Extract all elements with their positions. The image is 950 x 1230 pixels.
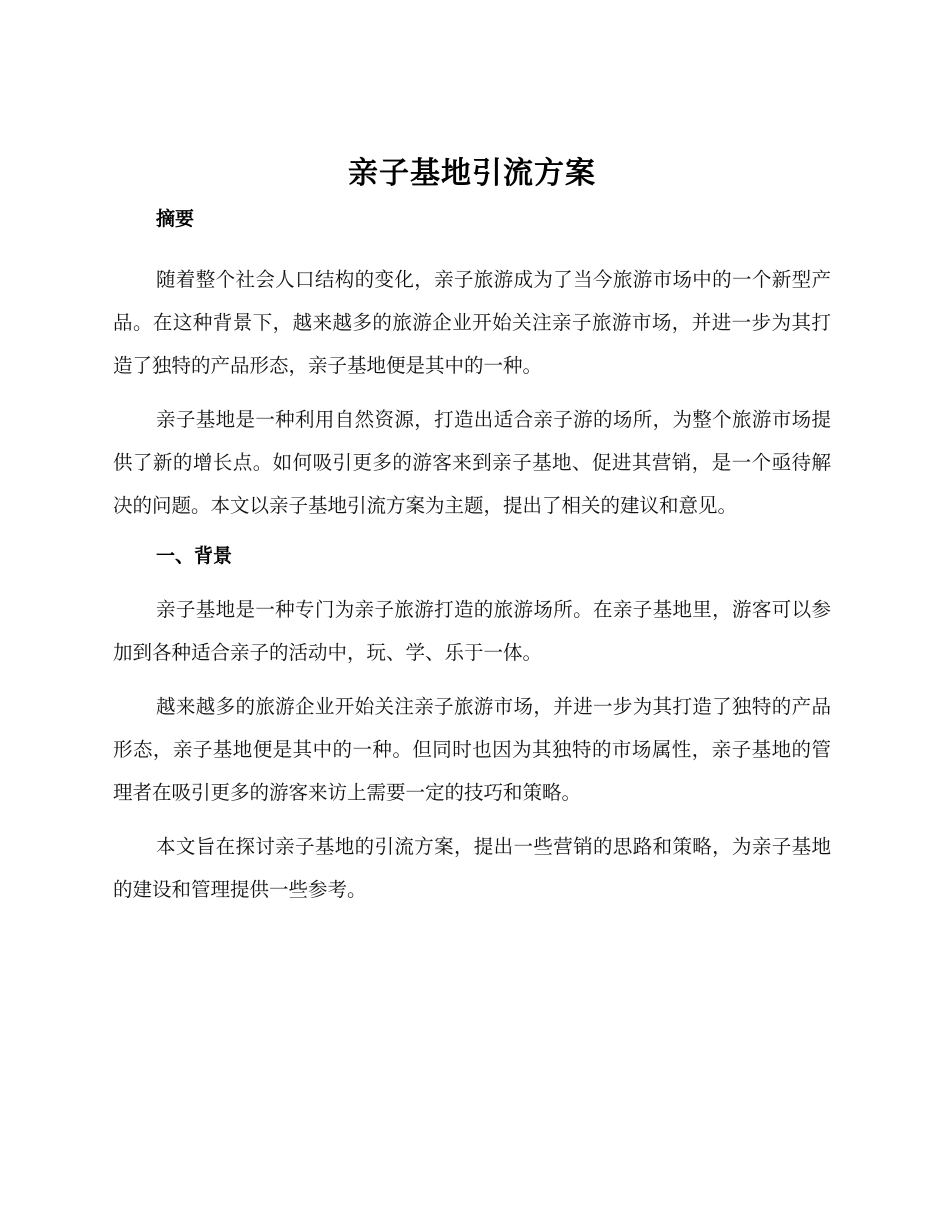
abstract-heading: 摘要 (156, 208, 195, 230)
background-paragraph-3: 本文旨在探讨亲子基地的引流方案，提出一些营销的思路和策略，为亲子基地的建设和管理提供一些参考。 (113, 835, 831, 901)
document-title: 亲子基地引流方案 (348, 156, 596, 191)
background-paragraph-1: 亲子基地是一种专门为亲子旅游打造的旅游场所。在亲子基地里，游客可以参加到各种适合亲子的活动中，玩、学、乐于一体。 (113, 598, 831, 664)
document-body (113, 150, 831, 911)
background-heading: 一、背景 (156, 545, 233, 567)
abstract-paragraph-1: 随着整个社会人口结构的变化，亲子旅游成为了当今旅游市场中的一个新型产品。在这种背景下，越来越多的旅游企业开始关注亲子旅游市场，并进一步为其打造了独特的产品形态，亲子基地便是其中的一种。 (113, 268, 831, 377)
background-paragraph-2: 越来越多的旅游企业开始关注亲子旅游市场，并进一步为其打造了独特的产品形态，亲子基地便是其中的一种。但同时也因为其独特的市场属性，亲子基地的管理者在吸引更多的游客来访上需要一定的技巧和策略。 (113, 695, 831, 804)
abstract-paragraph-2: 亲子基地是一种利用自然资源，打造出适合亲子游的场所，为整个旅游市场提供了新的增长点。如何吸引更多的游客来到亲子基地、促进其营销，是一个亟待解决的问题。本文以亲子基地引流方案为主题，提出了相关的建议和意见。 (113, 408, 831, 517)
